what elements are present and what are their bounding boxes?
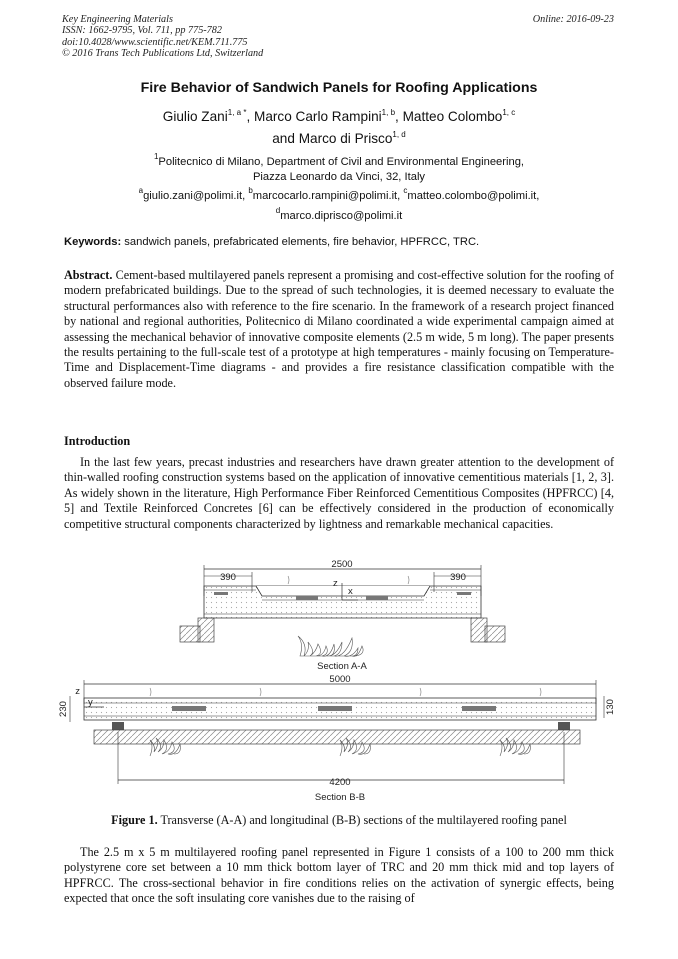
email-link[interactable]: matteo.colombo@polimi.it, (407, 190, 540, 202)
affil-line: Piazza Leonardo da Vinci, 32, Italy (252, 170, 426, 183)
author-separator: , (395, 109, 403, 124)
author-affil-mark: 1, d (392, 130, 406, 139)
journal-name: Key Engineering Materials (62, 14, 173, 25)
caption-label: Figure 1. (111, 813, 158, 827)
author-name: Matteo Colombo (402, 109, 503, 124)
email-link[interactable]: giulio.zani@polimi.it, (143, 190, 249, 202)
email-mark: d (275, 205, 281, 215)
section-a-drawing (180, 559, 505, 672)
dim-label: 230 (58, 701, 69, 717)
figure-caption (0, 813, 678, 828)
email-mark: a (138, 186, 144, 195)
section-heading: Introduction (64, 434, 131, 448)
affil-line: Politecnico di Milano, Department of Civil and Environmental Engineering, (158, 156, 525, 168)
abstract (64, 268, 614, 391)
journal-header (62, 14, 263, 60)
author-name: Marco Carlo Rampini (254, 109, 382, 124)
section-label: Section A-A (317, 661, 367, 672)
author-name: Giulio Zani (162, 109, 228, 124)
axis-label: x (348, 586, 353, 597)
dim-label: 2500 (331, 559, 353, 570)
email-mark: b (248, 186, 253, 195)
flame-icon (298, 636, 363, 656)
body-paragraph: The 2.5 m x 5 m multilayered roofing panel represented in Figure 1 consists of a 100 to 200 mm thick polystyrene core set between a 10 mm thick bottom layer of TRC and 20 mm thick mid and top layers of HPFRCC. The cross-sectional behavior in fire conditions relies on the activation of synergic effects, being expected that once the soft insulating core vanishes due to the raising of (64, 845, 614, 906)
affil-mark: 1 (153, 152, 159, 161)
email-mark: c (403, 186, 408, 195)
abstract-label: Abstract. (64, 268, 113, 282)
journal-doi: doi:10.4028/www.scientific.net/KEM.711.775 (62, 36, 248, 48)
dim-label: 390 (450, 572, 466, 583)
author-emails (0, 184, 678, 223)
affiliation (0, 150, 678, 184)
dim-label: 390 (220, 572, 236, 583)
section-label: Section B-B (314, 792, 366, 803)
dim-label: 4200 (329, 777, 351, 788)
dim-label: 5000 (329, 674, 351, 685)
journal-issn: ISSN: 1662-9795, Vol. 711, pp 775-782 (62, 25, 222, 37)
paper-title: Fire Behavior of Sandwich Panels for Roofing Applications (140, 80, 538, 96)
section-b-drawing (58, 674, 616, 803)
keywords-text: sandwich panels, prefabricated elements, fire behavior, HPFRCC, TRC. (121, 236, 480, 248)
dim-label: 130 (605, 699, 616, 715)
keywords-label: Keywords: (64, 236, 122, 248)
author-separator: , (246, 109, 254, 124)
axis-label: z (75, 686, 80, 697)
axis-label: z (333, 578, 338, 589)
author-affil-mark: 1, b (381, 108, 396, 117)
author-list (0, 104, 678, 148)
intro-paragraph: In the last few years, precast industries and researchers have drawn greater attention to the development of thin-walled roofing construction systems based on the application of innovative cementitious materials [1, 2, 3]. As widely shown in the literature, High Performance Fiber Reinforced Cementitious Composites (HPFRCC) [4, 5] and Textile Reinforced Concretes [6] can be effectively considered in the production of economically competitive structural components characterized by lightness and remarkable mechanical capacities. (64, 455, 614, 531)
abstract-text: Cement-based multilayered panels represent a promising and cost-effective solution for the roofing of modern prefabricated buildings. Due to the spread of such technologies, it is deemed necessary to evaluate the structural performances also with reference to the fire scenario. In the framework of a research project financed by national and regional authorities, Politecnico di Milano coordinated a wide experimental campaign aimed at assessing the mechanical behavior of innovative composite elements (2.5 m wide, 5 m long). The paper presents the results pertaining to the full-scale test of a prototype at high temperatures - mainly focusing on Temperature-Time and Displacement-Time diagrams - and provides a fire resistance classification compatible with the observed failure mode. (64, 268, 614, 390)
figure-1-drawing (0, 556, 678, 808)
email-link[interactable]: marcocarlo.rampini@polimi.it, (252, 190, 404, 202)
caption-text: Transverse (A-A) and longitudinal (B-B) sections of the multilayered roofing panel (157, 813, 567, 827)
email-link[interactable]: marco.diprisco@polimi.it (280, 209, 403, 222)
author-name: and Marco di Prisco (272, 131, 393, 146)
author-affil-mark: 1, c (502, 108, 516, 117)
journal-copyright: © 2016 Trans Tech Publications Ltd, Switzerland (62, 48, 264, 60)
axis-label: y (88, 697, 93, 708)
online-date: Online: 2016-09-23 (532, 14, 614, 25)
author-affil-mark: 1, a * (227, 108, 247, 117)
keywords (64, 236, 616, 248)
